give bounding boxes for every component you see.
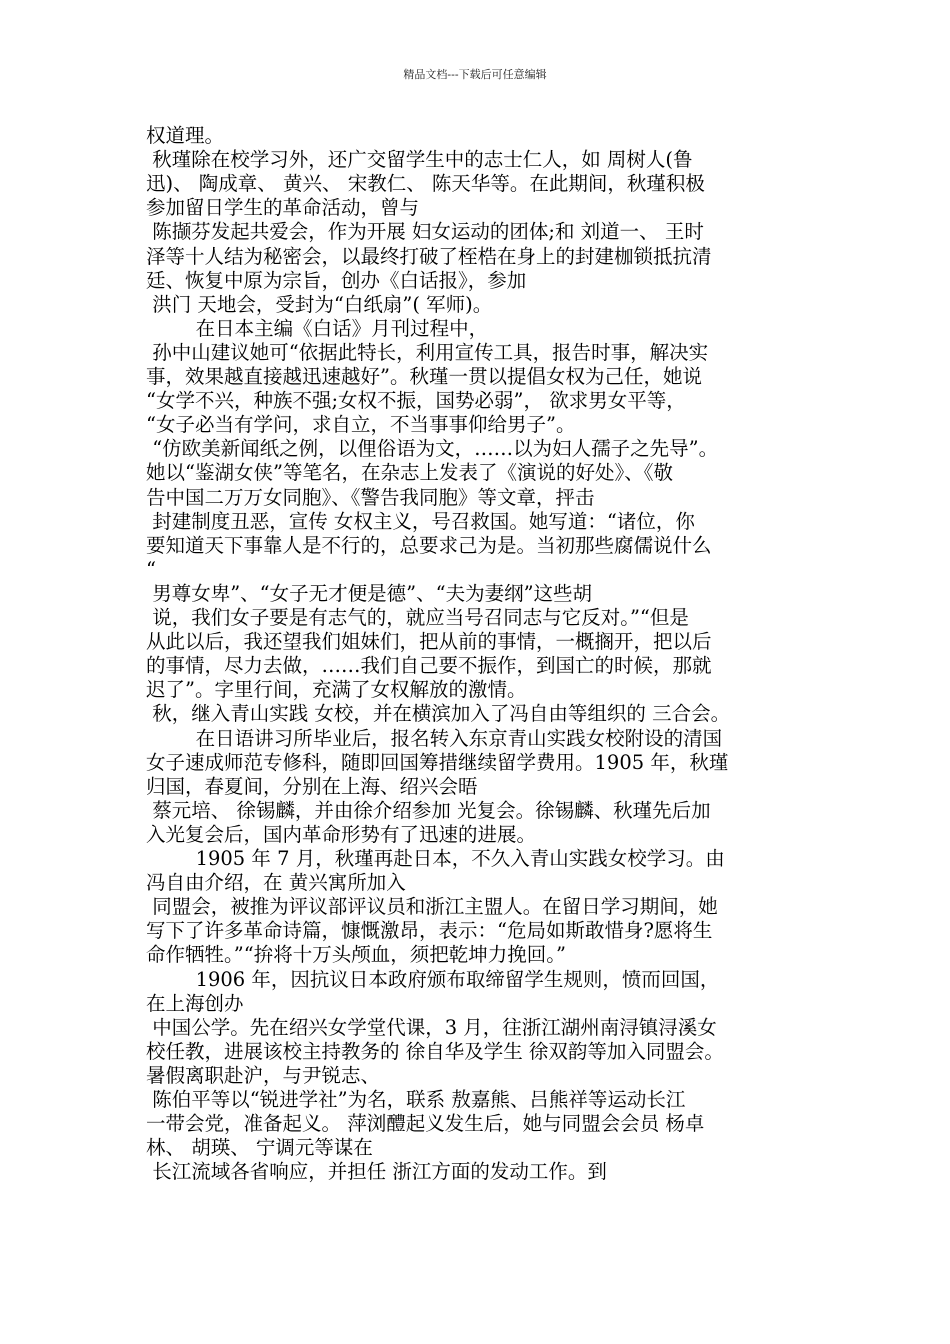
text-line: 的事情，尽力去做，……我们自己要不振作，到国亡的时候，那就 bbox=[146, 654, 712, 678]
text-line: 长江流域各省响应，并担任 浙江方面的发动工作。到 bbox=[146, 1160, 607, 1184]
text-line: 校任教，进展该校主持教务的 徐自华及学生 徐双韵等加入同盟会。 bbox=[146, 1039, 724, 1063]
text-line: “ bbox=[146, 557, 156, 581]
text-line: 同盟会，被推为评议部评议员和浙江主盟人。在留日学习期间，她 bbox=[146, 895, 718, 919]
text-line: 男尊女卑”、“女子无才便是德”、“夫为妻纲”这些胡 bbox=[146, 581, 593, 605]
text-line: 说，我们女子要是有志气的，就应当号召同志与它反对。”“但是 bbox=[146, 606, 689, 629]
text-line: 从此以后，我还望我们姐妹们，把从前的事情，一概搁开，把以后 bbox=[146, 630, 712, 654]
text-line: 蔡元培、 徐锡麟，并由徐介绍参加 光复会。徐锡麟、秋瑾先后加 bbox=[146, 798, 711, 822]
text-line: 迅)、 陶成章、 黄兴、 宋教仁、 陈天华等。在此期间，秋瑾积极 bbox=[146, 172, 705, 196]
text-line: 在上海创办 bbox=[146, 991, 244, 1015]
text-line: 告中国二万万女同胞》、《警告我同胞》等文章，抨击 bbox=[146, 485, 595, 509]
text-line: 孙中山建议她可“依据此特长，利用宣传工具，报告时事，解决实 bbox=[146, 340, 709, 364]
text-line: 廷、恢复中原为宗旨，创办《白话报》，参加 bbox=[146, 268, 527, 292]
text-line: 命作牺牲。”“拚将十万头颅血，须把乾坤力挽回。” bbox=[146, 943, 566, 967]
text-line: 要知道天下事靠人是不行的，总要求己为是。当初那些腐儒说什么 bbox=[146, 533, 712, 557]
text-line: 女子速成师范专修科，随即回国筹措继续留学费用。1905 年，秋瑾 bbox=[146, 750, 729, 774]
text-line: 归国，春夏间，分别在上海、绍兴会晤 bbox=[146, 774, 478, 798]
text-line: 入光复会后，国内革命形势有了迅速的进展。 bbox=[146, 822, 537, 846]
text-line: 写下了许多革命诗篇，慷慨激昂，表示：“危局如斯敢惜身?愿将生 bbox=[146, 919, 713, 943]
text-line: 在日本主编《白话》月刊过程中， bbox=[146, 316, 489, 340]
text-line: 泽等十人结为秘密会，以最终打破了桎梏在身上的封建枷锁抵抗清 bbox=[146, 244, 712, 268]
text-line: 封建制度丑恶，宣传 女权主义，号召救国。她写道：“诸位，你 bbox=[146, 509, 695, 533]
text-line: 洪门 天地会，受封为“白纸扇”( 军师)。 bbox=[146, 292, 493, 316]
text-line: 中国公学。先在绍兴女学堂代课，3 月，往浙江湖州南浔镇浔溪女 bbox=[146, 1015, 717, 1039]
text-line: 权道理。 bbox=[146, 124, 225, 147]
page-header: 精品文档---下载后可任意编辑 bbox=[403, 68, 547, 81]
text-line: 1906 年，因抗议日本政府颁布取缔留学生规则，愤而回国， bbox=[146, 967, 720, 991]
text-line: “女学不兴，种族不强;女权不振，国势必弱”， 欲求男女平等， bbox=[146, 389, 686, 413]
text-line: 1905 年 7 月，秋瑾再赴日本，不久入青山实践女校学习。由 bbox=[146, 847, 725, 870]
text-line: 参加留日学生的革命活动，曾与 bbox=[146, 196, 420, 220]
text-line: 陈伯平等以“锐进学社”为名，联系 敖嘉熊、吕熊祥等运动长江 bbox=[146, 1088, 686, 1111]
text-line: 秋，继入青山实践 女校，并在横滨加入了冯自由等组织的 三合会。 bbox=[146, 702, 731, 726]
text-line: 一带会党，准备起义。 萍浏醴起义发生后，她与同盟会会员 杨卓 bbox=[146, 1112, 705, 1136]
text-line: 迟了”。字里行间，充满了女权解放的激情。 bbox=[146, 678, 527, 702]
text-line: 陈撷芬发起共爱会，作为开展 妇女运动的团体;和 刘道一、 王时 bbox=[146, 220, 704, 244]
text-line: 事，效果越直接越迅速越好”。秋瑾一贯以提倡女权为己任，她说 bbox=[146, 365, 702, 388]
text-line: 她以“鉴湖女侠”等笔名，在杂志上发表了《演说的好处》、《敬 bbox=[146, 461, 673, 485]
text-line: 秋瑾除在校学习外，还广交留学生中的志士仁人，如 周树人(鲁 bbox=[146, 148, 693, 172]
text-line: 林、 胡瑛、 宁调元等谋在 bbox=[146, 1136, 373, 1160]
text-line: “仿欧美新闻纸之例，以俚俗语为文，……以为妇人孺子之先导”。 bbox=[146, 437, 719, 461]
text-line: 冯自由介绍，在 黄兴寓所加入 bbox=[146, 871, 406, 895]
text-line: 在日语讲习所毕业后，报名转入东京青山实践女校附设的清国 bbox=[146, 726, 723, 750]
text-line: “女子必当有学问，求自立，不当事事仰给男子”。 bbox=[146, 413, 576, 437]
text-line: 暑假离职赴沪，与尹锐志、 bbox=[146, 1063, 381, 1087]
